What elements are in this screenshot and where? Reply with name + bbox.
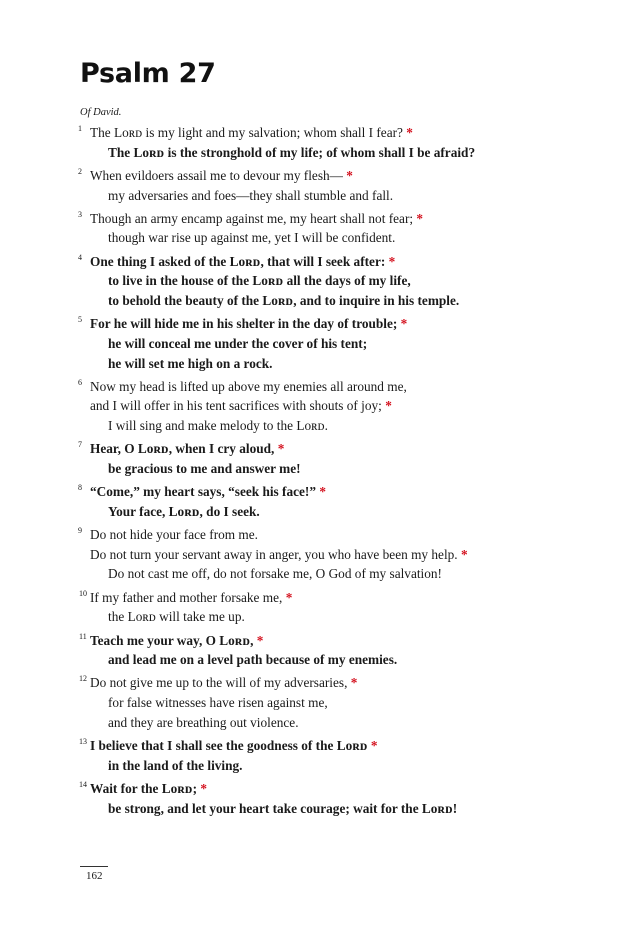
verse-line — [0, 459, 640, 479]
verse-text: Wait for the Lᴏʀᴅ; * — [90, 780, 208, 796]
verse-number: 9 — [78, 526, 82, 536]
verse-number: 7 — [78, 440, 82, 450]
verse-line — [0, 756, 640, 776]
verse-line — [0, 607, 640, 627]
pointing-asterisk: * — [319, 484, 326, 500]
page-number: 162 — [86, 870, 103, 882]
verse-text: One thing I asked of the Lᴏʀᴅ, that will I seek after: * — [90, 253, 396, 269]
verse-text: I believe that I shall see the goodness of the Lᴏʀᴅ * — [90, 737, 378, 753]
verse-line — [0, 673, 640, 693]
verse-number: 8 — [78, 483, 82, 493]
verse-2 — [0, 166, 640, 205]
verse-text: The Lᴏʀᴅ is my light and my salvation; whom shall I fear? * — [90, 125, 413, 140]
verse-line — [0, 631, 640, 651]
verse-number: 3 — [78, 209, 82, 219]
verse-text: Teach me your way, O Lᴏʀᴅ, * — [90, 632, 264, 648]
verse-line — [0, 482, 640, 502]
verse-line — [0, 143, 640, 163]
pointing-asterisk: * — [400, 316, 408, 332]
verse-11 — [0, 631, 640, 670]
verse-text: Do not turn your servant away in anger, you who have been my help. * — [90, 546, 468, 562]
verse-text: he will conceal me under the cover of his tent; — [108, 335, 368, 351]
pointing-asterisk: * — [385, 398, 392, 414]
verse-text: Now my head is lifted up above my enemies all around me, — [90, 378, 407, 394]
verse-text: be strong, and let your heart take courage; wait for the Lᴏʀᴅ! — [108, 800, 458, 816]
verse-9 — [0, 525, 640, 584]
verse-text: to behold the beauty of the Lᴏʀᴅ, and to inquire in his temple. — [108, 293, 460, 308]
verse-line — [0, 545, 640, 565]
verse-14 — [0, 779, 640, 818]
verse-text: For he will hide me in his shelter in the day of trouble; * — [90, 316, 408, 332]
verse-10 — [0, 588, 640, 627]
verse-line — [0, 166, 640, 186]
verse-5 — [0, 314, 640, 373]
verse-line — [0, 799, 640, 819]
verse-number: 13 — [79, 736, 87, 746]
pointing-asterisk: * — [277, 441, 285, 457]
verse-number: 14 — [79, 779, 87, 789]
verse-3 — [0, 209, 640, 248]
verse-number: 11 — [79, 631, 87, 641]
verse-line — [0, 396, 640, 416]
superscription: Of David. — [80, 107, 122, 118]
verse-text: I will sing and make melody to the Lᴏʀᴅ. — [108, 418, 328, 434]
verse-7 — [0, 439, 640, 478]
verse-line — [0, 736, 640, 756]
pointing-asterisk: * — [460, 546, 468, 562]
verse-text: “Come,” my heart says, “seek his face!” * — [90, 484, 326, 500]
verse-line — [0, 713, 640, 733]
verse-text: for false witnesses have risen against me, — [108, 695, 328, 711]
footer-rule — [80, 866, 108, 867]
verse-line — [0, 186, 640, 206]
verse-number: 4 — [78, 252, 82, 262]
pointing-asterisk: * — [200, 780, 208, 796]
verse-text: Do not cast me off, do not forsake me, O God of my salvation! — [108, 566, 442, 582]
verse-list — [0, 123, 640, 822]
verse-line — [0, 525, 640, 545]
verse-line — [0, 693, 640, 713]
verse-text: Though an army encamp against me, my heart shall not fear; * — [90, 210, 424, 226]
verse-text: When evildoers assail me to devour my flesh— * — [90, 167, 353, 183]
verse-line — [0, 209, 640, 229]
verse-line — [0, 564, 640, 584]
pointing-asterisk: * — [406, 125, 413, 140]
verse-text: my adversaries and foes—they shall stumble and fall. — [108, 187, 394, 203]
verse-4 — [0, 252, 640, 311]
verse-12 — [0, 673, 640, 732]
verse-line — [0, 271, 640, 291]
verse-line — [0, 228, 640, 248]
verse-text: to live in the house of the Lᴏʀᴅ all the days of my life, — [108, 273, 411, 289]
pointing-asterisk: * — [256, 632, 264, 648]
verse-number: 1 — [78, 124, 82, 133]
verse-number: 5 — [78, 315, 82, 325]
verse-number: 12 — [79, 674, 87, 684]
verse-text: The Lᴏʀᴅ is the stronghold of my life; of whom shall I be afraid? — [108, 144, 476, 160]
pointing-asterisk: * — [416, 210, 424, 226]
verse-line — [0, 416, 640, 436]
verse-line — [0, 354, 640, 374]
pointing-asterisk: * — [388, 253, 396, 269]
verse-number: 2 — [78, 166, 82, 176]
verse-text: Your face, Lᴏʀᴅ, do I seek. — [108, 503, 260, 519]
verse-6 — [0, 377, 640, 436]
verse-line — [0, 502, 640, 522]
page-title: Psalm 27 — [80, 58, 216, 89]
verse-number: 10 — [79, 588, 87, 598]
verse-text: the Lᴏʀᴅ will take me up. — [108, 609, 245, 625]
verse-1 — [0, 123, 640, 162]
verse-line — [0, 650, 640, 670]
pointing-asterisk: * — [370, 737, 378, 753]
verse-text: he will set me high on a rock. — [108, 355, 273, 371]
verse-8 — [0, 482, 640, 521]
verse-line — [0, 439, 640, 459]
verse-text: be gracious to me and answer me! — [108, 461, 301, 476]
pointing-asterisk: * — [350, 675, 358, 691]
verse-text: If my father and mother forsake me, * — [90, 589, 293, 605]
pointing-asterisk: * — [346, 167, 353, 183]
verse-text: and I will offer in his tent sacrifices with shouts of joy; * — [90, 398, 392, 414]
verse-text: and lead me on a level path because of my enemies. — [108, 652, 398, 668]
verse-text: though war rise up against me, yet I will be confident. — [108, 230, 396, 246]
verse-line — [0, 334, 640, 354]
verse-text: Do not give me up to the will of my adversaries, * — [90, 675, 358, 691]
verse-text: and they are breathing out violence. — [108, 714, 299, 730]
pointing-asterisk: * — [285, 589, 293, 605]
verse-line — [0, 314, 640, 334]
verse-number: 6 — [78, 377, 82, 387]
verse-text: Hear, O Lᴏʀᴅ, when I cry aloud, * — [90, 441, 285, 457]
verse-line — [0, 779, 640, 799]
verse-line — [0, 588, 640, 608]
verse-line — [0, 252, 640, 272]
verse-line — [0, 291, 640, 311]
verse-text: in the land of the living. — [108, 757, 243, 773]
verse-line — [0, 123, 640, 143]
verse-line — [0, 377, 640, 397]
verse-13 — [0, 736, 640, 775]
verse-text: Do not hide your face from me. — [90, 527, 259, 543]
